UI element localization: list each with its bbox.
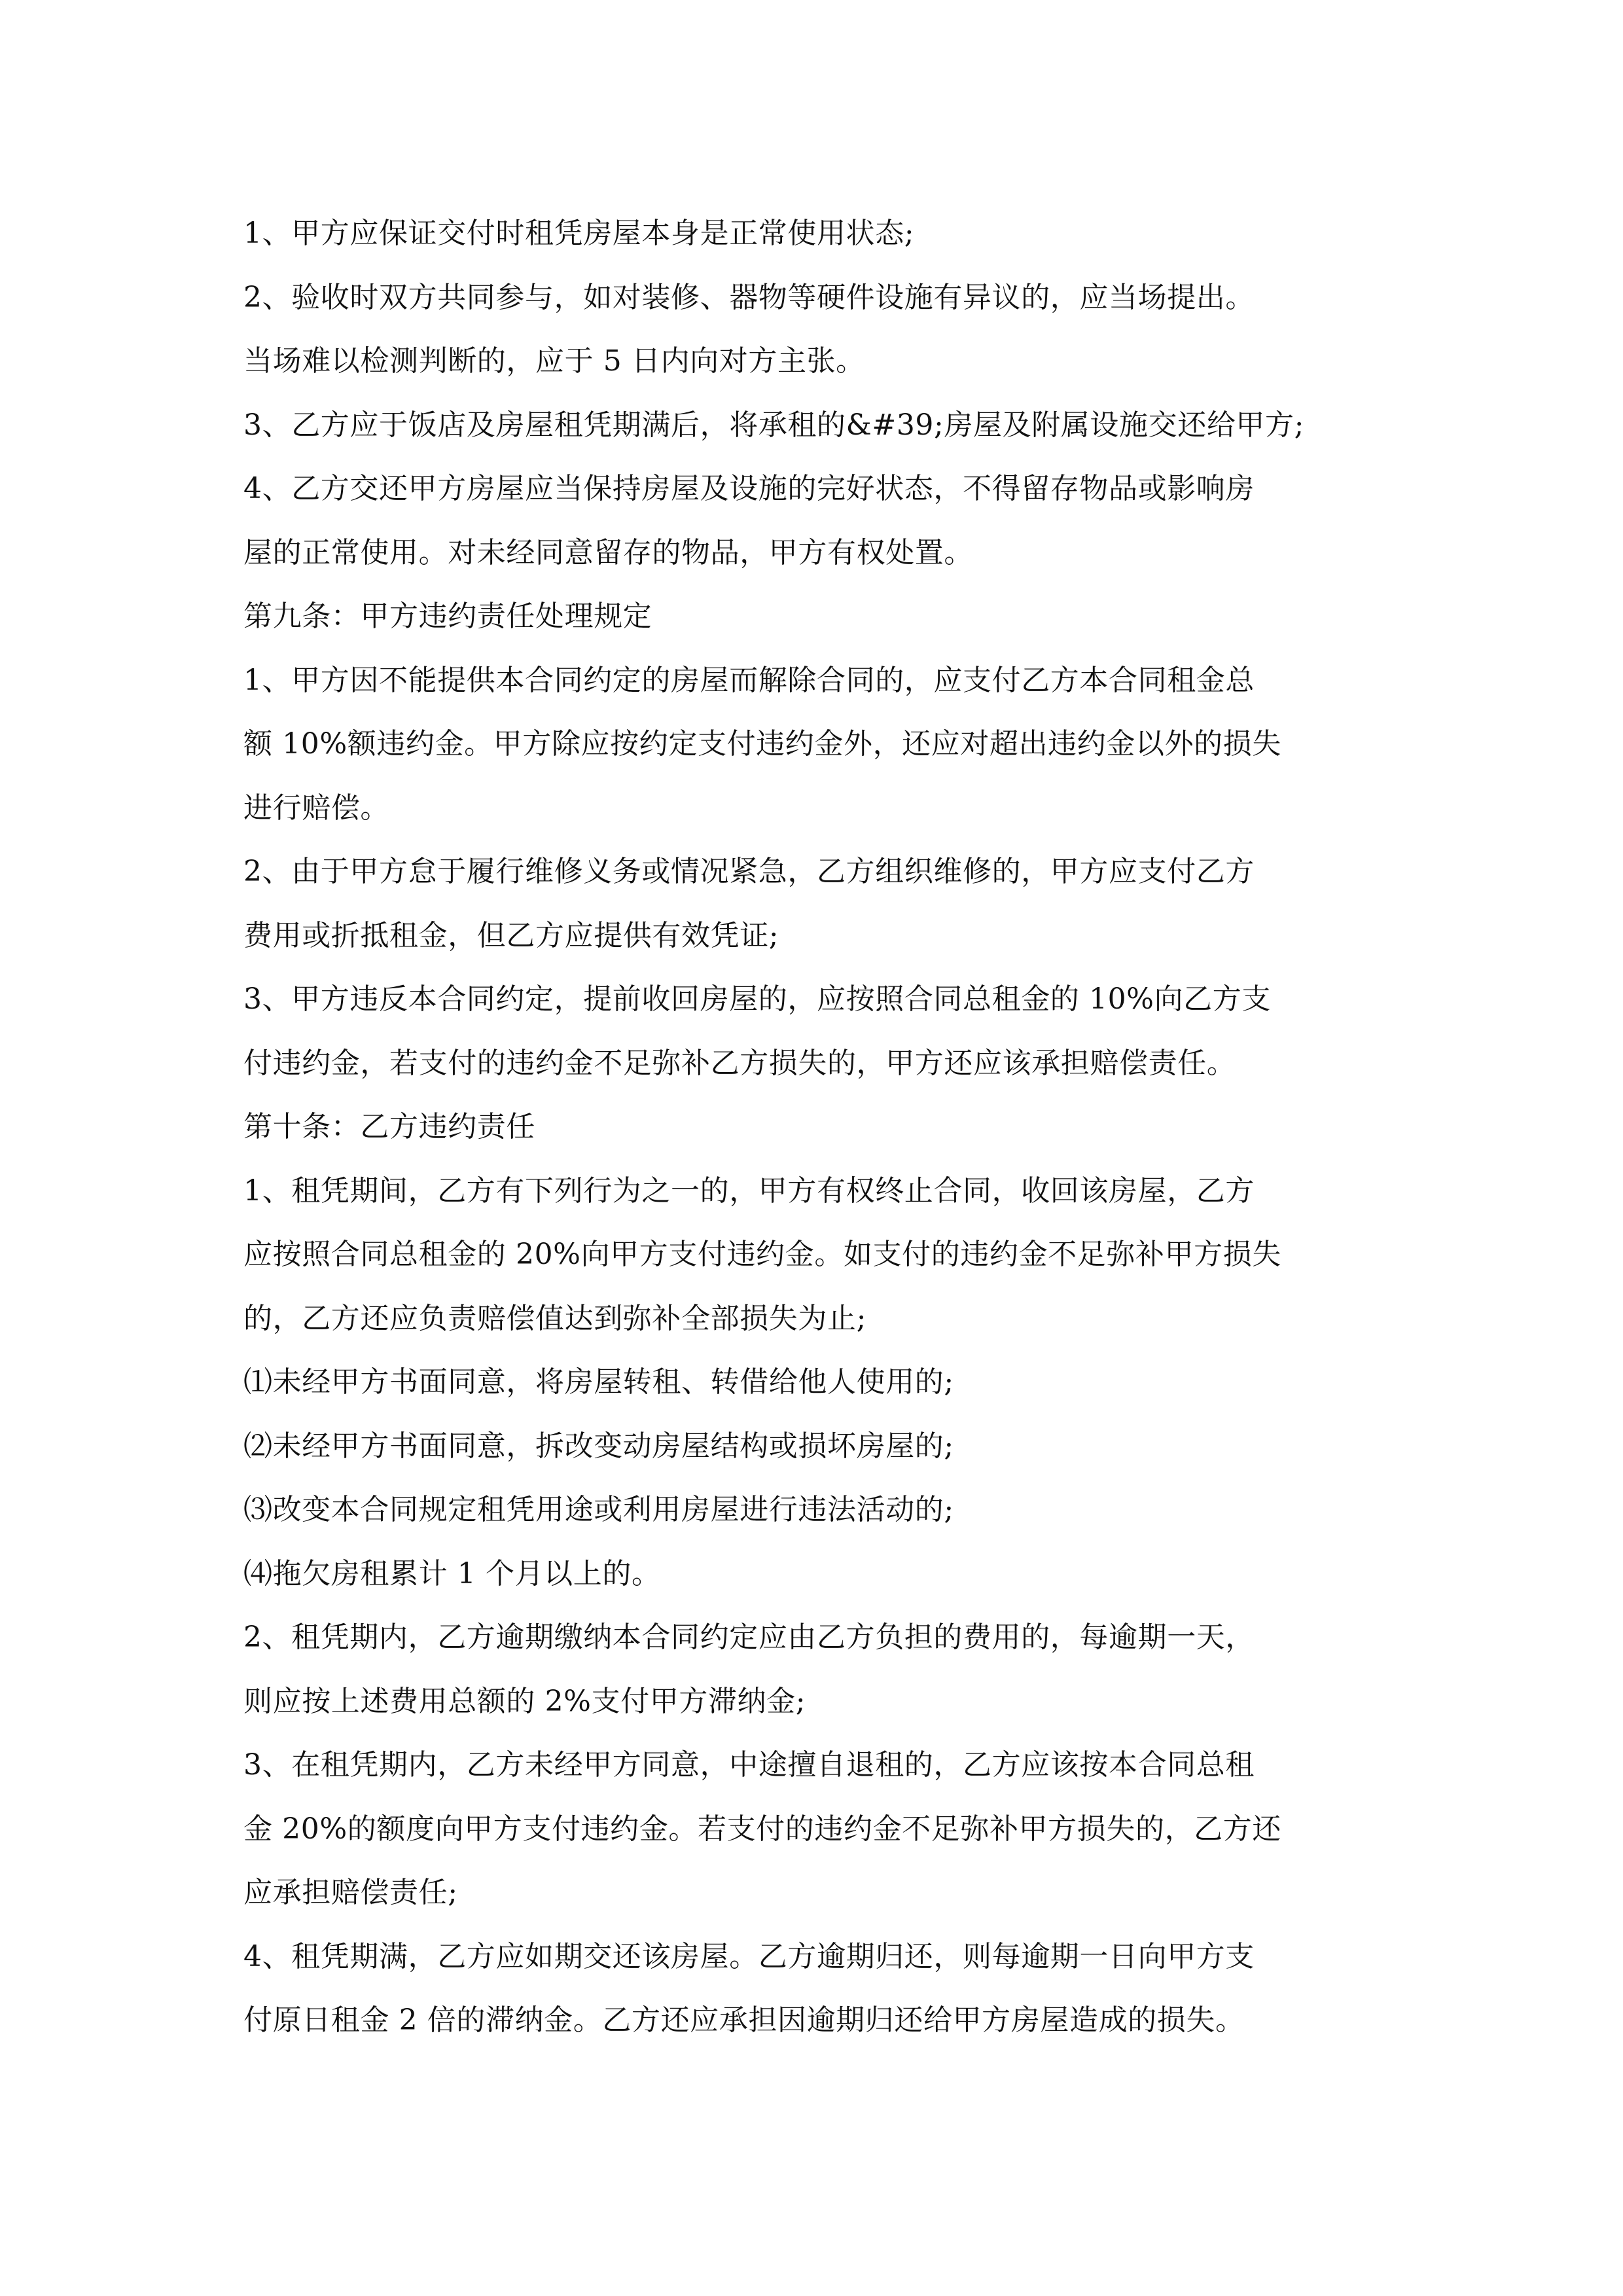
text-line: 2、由于甲方怠于履行维修义务或情况紧急，乙方组织维修的，甲方应支付乙方 — [243, 855, 1255, 888]
text-line: 屋的正常使用。对未经同意留存的物品，甲方有权处置。 — [243, 535, 973, 569]
text-line: 金 20%的额度向甲方支付违约金。若支付的违约金不足弥补甲方损失的，乙方还 — [243, 1812, 1281, 1846]
list-item: ⑴未经甲方书面同意，将房屋转租、转借给他人使用的; — [243, 1365, 954, 1399]
section-heading: 第十条：乙方违约责任 — [243, 1110, 535, 1143]
text-line: 2、租凭期内，乙方逾期缴纳本合同约定应由乙方负担的费用的，每逾期一天， — [243, 1621, 1255, 1654]
text-line: 4、乙方交还甲方房屋应当保持房屋及设施的完好状态，不得留存物品或影响房 — [243, 472, 1255, 505]
text-line: 2、验收时双方共同参与，如对装修、器物等硬件设施有异议的，应当场提出。 — [243, 280, 1255, 314]
text-line: 1、甲方应保证交付时租凭房屋本身是正常使用状态; — [243, 217, 915, 250]
text-line: 应承担赔偿责任; — [243, 1876, 458, 1909]
text-line: 3、乙方应于饭店及房屋租凭期满后，将承租的&#39;房屋及附属设施交还给甲方; — [243, 408, 1305, 442]
text-line: 当场难以检测判断的，应于 5 日内向对方主张。 — [243, 344, 865, 378]
list-item: ⑶改变本合同规定租凭用途或利用房屋进行违法活动的; — [243, 1493, 954, 1526]
text-line: 付违约金，若支付的违约金不足弥补乙方损失的，甲方还应该承担赔偿责任。 — [243, 1046, 1236, 1080]
list-item: ⑷拖欠房租累计 1 个月以上的。 — [243, 1556, 661, 1590]
text-line: 应按照合同总租金的 20%向甲方支付违约金。如支付的违约金不足弥补甲方损失 — [243, 1238, 1281, 1271]
document-body — [243, 202, 1395, 2053]
text-line: 进行赔偿。 — [243, 791, 389, 825]
list-item: ⑵未经甲方书面同意，拆改变动房屋结构或损坏房屋的; — [243, 1429, 954, 1463]
text-line: 4、租凭期满，乙方应如期交还该房屋。乙方逾期归还，则每逾期一日向甲方支 — [243, 1939, 1255, 1973]
text-line: 额 10%额违约金。甲方除应按约定支付违约金外，还应对超出违约金以外的损失 — [243, 727, 1281, 761]
text-line: 付原日租金 2 倍的滞纳金。乙方还应承担因逾期归还给甲方房屋造成的损失。 — [243, 2003, 1245, 2037]
text-line: 1、租凭期间，乙方有下列行为之一的，甲方有权终止合同，收回该房屋，乙方 — [243, 1174, 1255, 1208]
text-line: 3、在租凭期内，乙方未经甲方同意，中途擅自退租的，乙方应该按本合同总租 — [243, 1748, 1255, 1782]
text-line: 3、甲方违反本合同约定，提前收回房屋的，应按照合同总租金的 10%向乙方支 — [243, 982, 1271, 1016]
text-line: 则应按上述费用总额的 2%支付甲方滞纳金; — [243, 1684, 806, 1718]
text-line: 费用或折抵租金，但乙方应提供有效凭证; — [243, 918, 779, 952]
section-heading: 第九条：甲方违约责任处理规定 — [243, 600, 652, 633]
text-line: 的，乙方还应负责赔偿值达到弥补全部损失为止; — [243, 1301, 867, 1335]
text-line: 1、甲方因不能提供本合同约定的房屋而解除合同的，应支付乙方本合同租金总 — [243, 663, 1255, 697]
